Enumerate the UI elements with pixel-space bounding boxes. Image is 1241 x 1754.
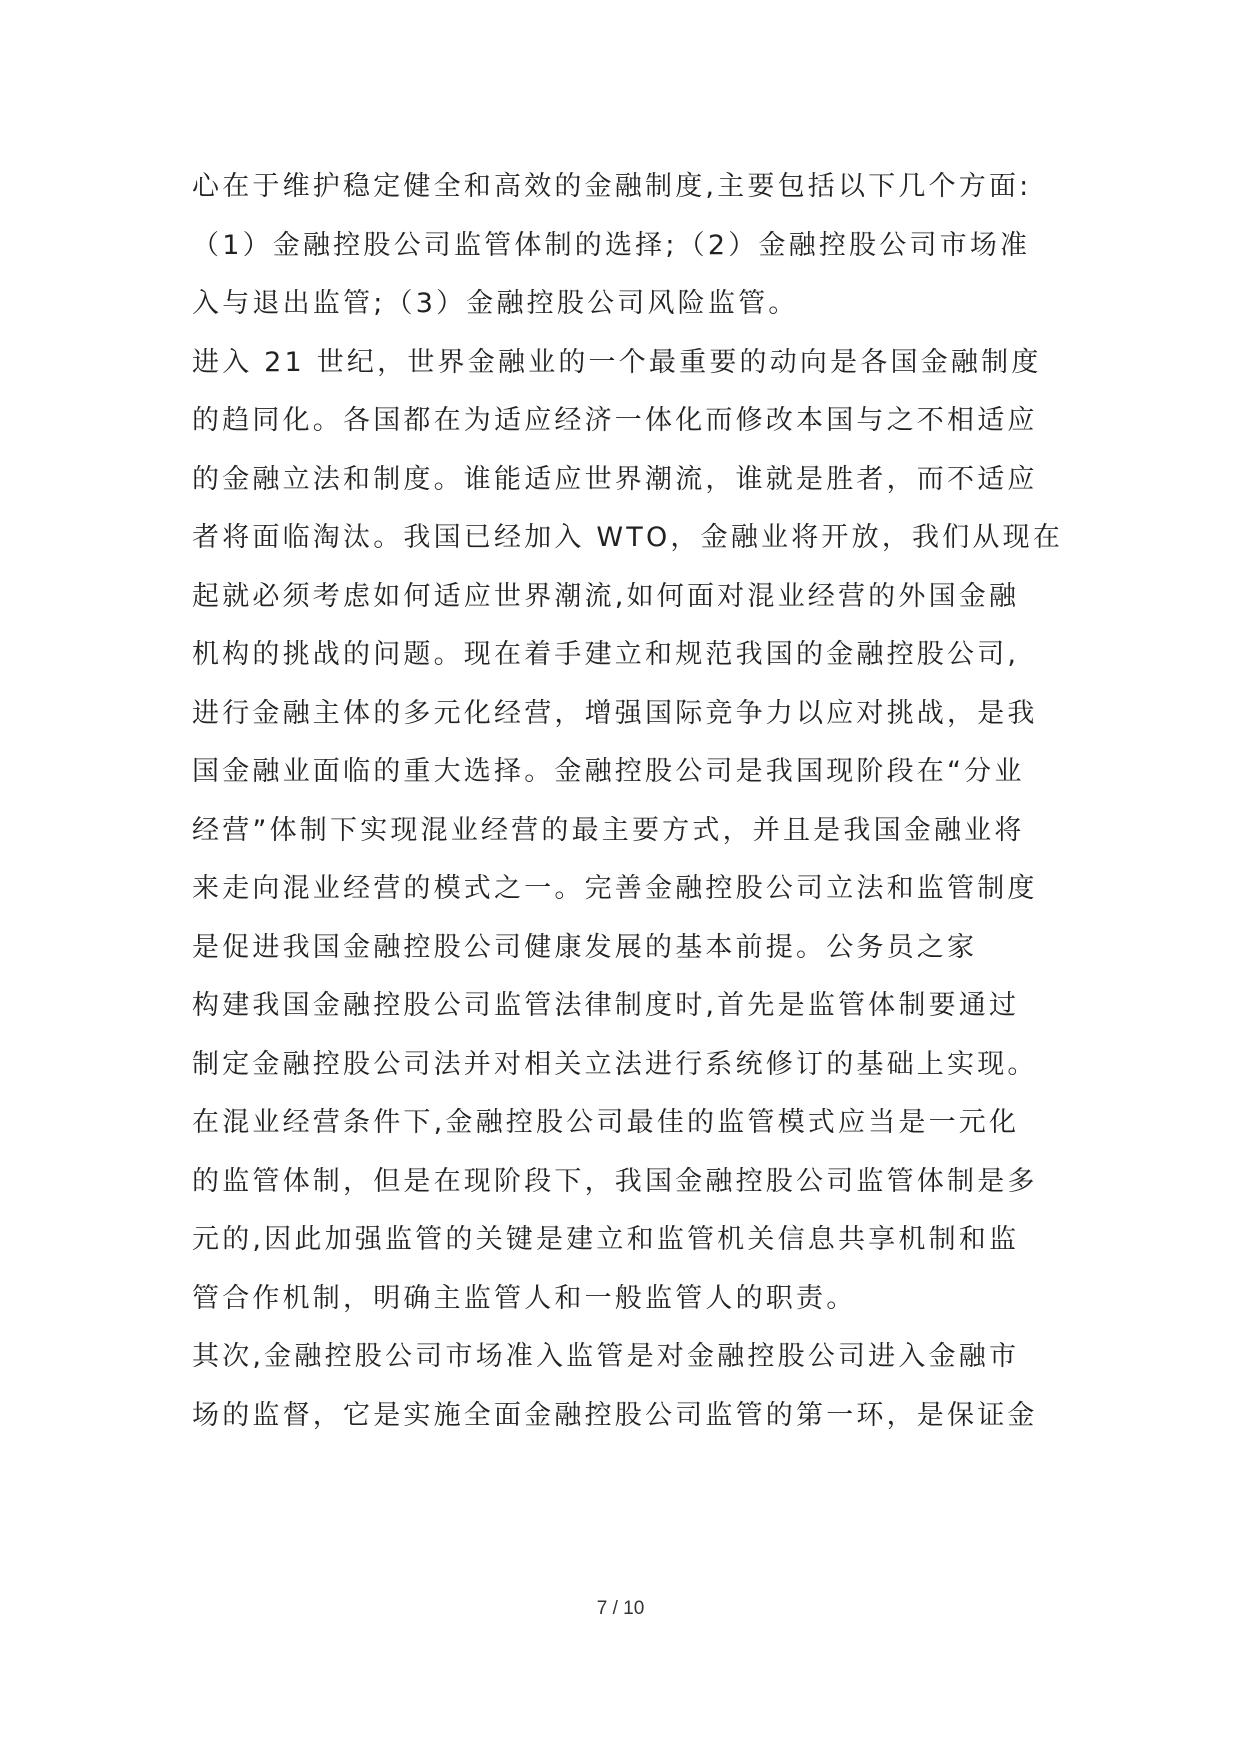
text-line: 元的,因此加强监管的关键是建立和监管机关信息共享机制和监 — [192, 1224, 1020, 1255]
text-line: 的金融立法和制度。谁能适应世界潮流，谁就是胜者，而不适应 — [192, 463, 1038, 495]
text-line: 心在于维护稳定健全和高效的金融制度,主要包括以下几个方面: — [192, 171, 1032, 202]
text-line: 起就必须考虑如何适应世界潮流,如何面对混业经营的外国金融 — [192, 580, 1020, 612]
page-number: 7 / 10 — [596, 1598, 645, 1619]
text-line: 的趋同化。各国都在为适应经济一体化而修改本国与之不相适应 — [192, 405, 1038, 436]
text-line: 是促进我国金融控股公司健康发展的基本前提。公务员之家 — [192, 931, 978, 963]
text-line: 机构的挑战的问题。现在着手建立和规范我国的金融控股公司, — [192, 639, 1020, 670]
text-line: 经营”体制下实现混业经营的最主要方式，并且是我国金融业将 — [192, 814, 1025, 846]
text-line: 进行金融主体的多元化经营，增强国际竞争力以应对挑战，是我 — [192, 697, 1038, 729]
text-line: 者将面临淘汰。我国已经加入 WTO，金融业将开放，我们从现在 — [192, 522, 1064, 553]
text-line: 来走向混业经营的模式之一。完善金融控股公司立法和监管制度 — [192, 873, 1038, 904]
text-line: 制定金融控股公司法并对相关立法进行系统修订的基础上实现。 — [192, 1048, 1038, 1080]
text-line: 国金融业面临的重大选择。金融控股公司是我国现阶段在“分业 — [192, 756, 1025, 787]
text-line: 进入 21 世纪，世界金融业的一个最重要的动向是各国金融制度 — [192, 346, 1042, 378]
text-line: （1）金融控股公司监管体制的选择;（2）金融控股公司市场准 — [192, 229, 1031, 261]
text-line: 管合作机制，明确主监管人和一般监管人的职责。 — [192, 1282, 857, 1314]
text-line: 入与退出监管;（3）金融控股公司风险监管。 — [192, 288, 799, 319]
text-line: 场的监督，它是实施全面金融控股公司监管的第一环，是保证金 — [192, 1399, 1038, 1431]
text-line: 构建我国金融控股公司监管法律制度时,首先是监管体制要通过 — [192, 990, 1020, 1021]
text-line: 在混业经营条件下,金融控股公司最佳的监管模式应当是一元化 — [192, 1107, 1020, 1138]
text-line: 的监管体制，但是在现阶段下，我国金融控股公司监管体制是多 — [192, 1165, 1038, 1197]
body-text — [192, 158, 1092, 1445]
text-line: 其次,金融控股公司市场准入监管是对金融控股公司进入金融市 — [192, 1341, 1020, 1372]
